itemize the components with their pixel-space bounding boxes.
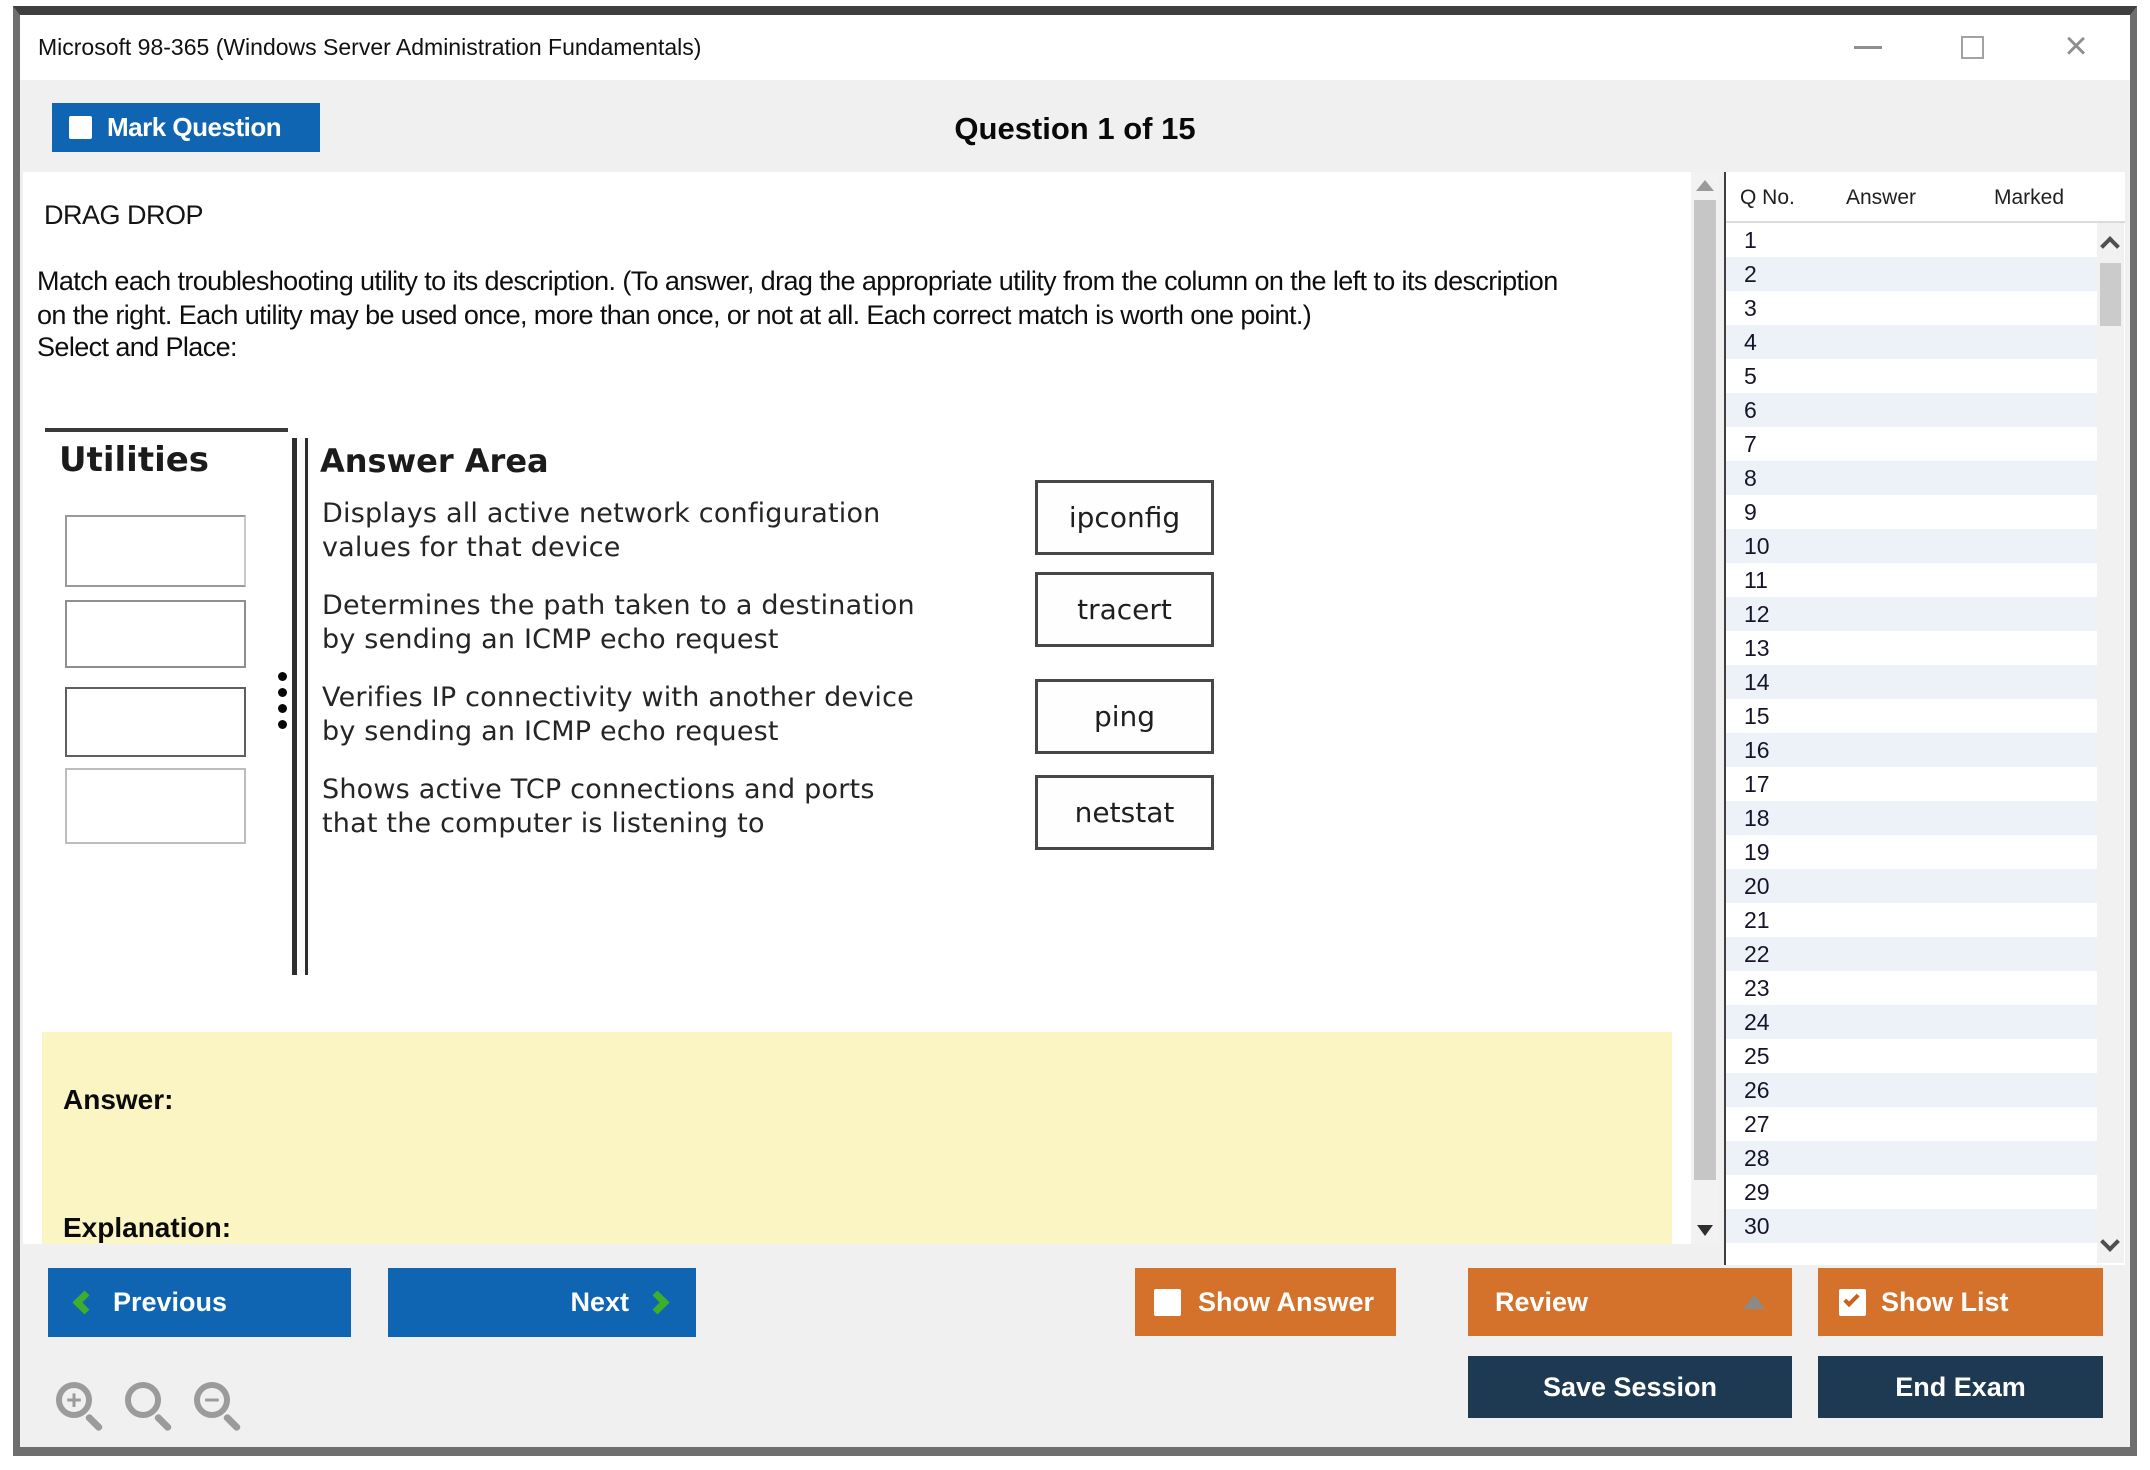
- question-list-row[interactable]: 29: [1726, 1175, 2098, 1209]
- column-answer: Answer: [1846, 186, 1917, 209]
- utility-item-ipconfig[interactable]: ipconfig: [1035, 480, 1214, 555]
- question-list-row[interactable]: 19: [1726, 835, 2098, 869]
- question-list-row[interactable]: 27: [1726, 1107, 2098, 1141]
- question-list-row[interactable]: 25: [1726, 1039, 2098, 1073]
- main-scrollbar-thumb[interactable]: [1694, 200, 1716, 1180]
- end-exam-button[interactable]: End Exam: [1818, 1356, 2103, 1418]
- chevron-left-icon: [72, 1290, 96, 1314]
- select-and-place-label: Select and Place:: [37, 332, 237, 362]
- utility-description-1: Displays all active network configuration values for that device: [322, 498, 881, 563]
- minimize-button[interactable]: [1848, 28, 1888, 68]
- scroll-down-arrow-icon[interactable]: [1697, 1225, 1713, 1236]
- question-list-row[interactable]: 24: [1726, 1005, 2098, 1039]
- utility-description-2: Determines the path taken to a destination by sending an ICMP echo request: [322, 590, 915, 655]
- zoom-toolbar: [52, 1378, 244, 1434]
- question-list-row[interactable]: 15: [1726, 699, 2098, 733]
- main-scrollbar[interactable]: [1691, 172, 1719, 1244]
- show-answer-checkbox[interactable]: [1154, 1289, 1181, 1316]
- save-session-button[interactable]: Save Session: [1468, 1356, 1792, 1418]
- answer-label: Answer:: [63, 1084, 174, 1115]
- question-type-label: DRAG DROP: [44, 200, 204, 230]
- chevron-right-icon: [645, 1290, 669, 1314]
- close-button[interactable]: [2056, 23, 2096, 68]
- check-icon: [1843, 1290, 1859, 1306]
- question-list-row[interactable]: 12: [1726, 597, 2098, 631]
- question-panel: [23, 172, 1691, 1244]
- question-list-row[interactable]: 22: [1726, 937, 2098, 971]
- sidebar-scrollbar[interactable]: [2097, 223, 2124, 1263]
- utility-item-netstat[interactable]: netstat: [1035, 775, 1214, 850]
- utility-drop-slot-3[interactable]: [65, 687, 246, 757]
- question-list-header: [1726, 172, 2125, 223]
- utilities-divider: [45, 428, 288, 432]
- column-qno: Q No.: [1740, 186, 1795, 209]
- question-list-row[interactable]: 17: [1726, 767, 2098, 801]
- maximize-button[interactable]: [1952, 28, 1992, 68]
- window-controls: [1848, 15, 2096, 80]
- answer-explanation-panel: [42, 1032, 1672, 1244]
- question-list-row[interactable]: 20: [1726, 869, 2098, 903]
- show-list-button[interactable]: Show List: [1818, 1268, 2103, 1336]
- show-list-checkbox[interactable]: [1839, 1289, 1866, 1316]
- close-icon: ×: [2064, 23, 2088, 68]
- app-window: [13, 6, 2137, 1456]
- review-button[interactable]: Review: [1468, 1268, 1792, 1336]
- explanation-label: Explanation:: [63, 1212, 232, 1243]
- question-list-row[interactable]: 30: [1726, 1209, 2098, 1243]
- next-button[interactable]: Next: [388, 1268, 696, 1337]
- utility-description-4: Shows active TCP connections and ports that the computer is listening to: [322, 774, 875, 839]
- show-answer-button[interactable]: Show Answer: [1135, 1268, 1396, 1336]
- question-list-row[interactable]: 6: [1726, 393, 2098, 427]
- question-list-row[interactable]: 5: [1726, 359, 2098, 393]
- question-list-row[interactable]: 1: [1726, 223, 2098, 257]
- question-list-row[interactable]: 11: [1726, 563, 2098, 597]
- divider-dots-handle: [278, 672, 287, 729]
- question-list-row[interactable]: 7: [1726, 427, 2098, 461]
- utility-drop-slot-4[interactable]: [65, 768, 246, 844]
- question-counter: Question 1 of 15: [954, 111, 1196, 146]
- triangle-up-icon: [1743, 1295, 1765, 1309]
- question-list-row[interactable]: 9: [1726, 495, 2098, 529]
- utility-description-3: Verifies IP connectivity with another device by sending an ICMP echo request: [322, 682, 914, 747]
- question-list: [1726, 223, 2098, 1265]
- column-divider-line: [292, 438, 297, 975]
- previous-button[interactable]: Previous: [48, 1268, 351, 1337]
- window-title: Microsoft 98-365 (Windows Server Administration Fundamentals): [38, 34, 702, 60]
- title-bar: [20, 15, 2130, 80]
- sidebar-scroll-down-icon[interactable]: [2100, 1232, 2120, 1252]
- question-list-row[interactable]: 14: [1726, 665, 2098, 699]
- question-list-row[interactable]: 4: [1726, 325, 2098, 359]
- utilities-title: Utilities: [59, 440, 210, 480]
- minimize-icon: [1854, 46, 1882, 49]
- question-list-row[interactable]: 2: [1726, 257, 2098, 291]
- column-marked: Marked: [1994, 186, 2065, 209]
- question-list-row[interactable]: 3: [1726, 291, 2098, 325]
- zoom-in-icon[interactable]: +: [52, 1378, 106, 1434]
- question-prompt: Match each troubleshooting utility to its description. (To answer, drag the appropriate utility from the column on the left to its description on the right. Each utility may be used once, more than once, or not at all. Each correct match is worth one point.): [37, 266, 1558, 330]
- question-list-row[interactable]: 23: [1726, 971, 2098, 1005]
- question-list-row[interactable]: 10: [1726, 529, 2098, 563]
- column-divider-line: [305, 438, 308, 975]
- utility-item-tracert[interactable]: tracert: [1035, 572, 1214, 647]
- question-list-sidebar: [1724, 172, 2125, 1265]
- question-list-row[interactable]: 26: [1726, 1073, 2098, 1107]
- sidebar-scrollbar-thumb[interactable]: [2100, 263, 2121, 326]
- maximize-icon: [1961, 36, 1984, 59]
- question-list-row[interactable]: 18: [1726, 801, 2098, 835]
- sidebar-scroll-up-icon[interactable]: [2100, 236, 2120, 256]
- zoom-out-icon[interactable]: −: [190, 1378, 244, 1434]
- question-list-row[interactable]: 16: [1726, 733, 2098, 767]
- utility-item-ping[interactable]: ping: [1035, 679, 1214, 754]
- utility-drop-slot-1[interactable]: [65, 515, 246, 587]
- question-list-row[interactable]: 28: [1726, 1141, 2098, 1175]
- search-icon[interactable]: [121, 1378, 175, 1434]
- question-list-row[interactable]: 13: [1726, 631, 2098, 665]
- mark-question-label: Mark Question: [107, 112, 282, 142]
- scroll-up-arrow-icon[interactable]: [1696, 180, 1714, 191]
- question-list-row[interactable]: 21: [1726, 903, 2098, 937]
- utility-drop-slot-2[interactable]: [65, 600, 246, 668]
- answer-area-title: Answer Area: [320, 442, 549, 480]
- question-list-row[interactable]: 8: [1726, 461, 2098, 495]
